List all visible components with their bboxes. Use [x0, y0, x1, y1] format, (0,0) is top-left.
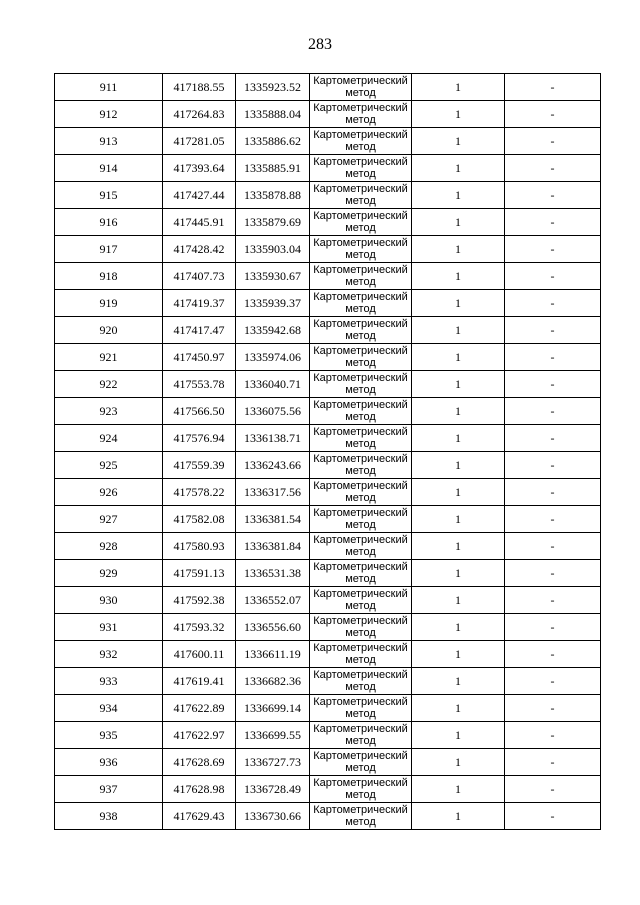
accuracy-cell: 1 [412, 101, 505, 128]
y-coordinate-cell: 1336243.66 [236, 452, 310, 479]
method-line-1: Картометрический [313, 588, 408, 600]
method-cell [310, 182, 412, 209]
description-cell: - [505, 776, 601, 803]
method-cell [310, 263, 412, 290]
table-row [55, 74, 601, 101]
method-cell [310, 371, 412, 398]
table-row [55, 452, 601, 479]
method-cell [310, 155, 412, 182]
method-line-1: Картометрический [313, 561, 408, 573]
method-line-1: Картометрический [313, 804, 408, 816]
description-cell: - [505, 641, 601, 668]
table-row [55, 290, 601, 317]
accuracy-cell: 1 [412, 668, 505, 695]
x-coordinate-cell: 417188.55 [163, 74, 236, 101]
point-number-cell: 932 [55, 641, 163, 668]
point-number-cell: 916 [55, 209, 163, 236]
point-number-cell: 936 [55, 749, 163, 776]
table-row [55, 128, 601, 155]
coordinates-table [54, 73, 601, 830]
table-row [55, 506, 601, 533]
accuracy-cell: 1 [412, 371, 505, 398]
table-body [55, 74, 601, 830]
description-cell: - [505, 236, 601, 263]
accuracy-cell: 1 [412, 776, 505, 803]
x-coordinate-cell: 417600.11 [163, 641, 236, 668]
method-cell [310, 749, 412, 776]
x-coordinate-cell: 417578.22 [163, 479, 236, 506]
table-row [55, 182, 601, 209]
description-cell: - [505, 560, 601, 587]
table-row [55, 749, 601, 776]
accuracy-cell: 1 [412, 695, 505, 722]
method-line-2: метод [345, 384, 376, 396]
point-number-cell: 925 [55, 452, 163, 479]
method-line-2: метод [345, 141, 376, 153]
accuracy-cell: 1 [412, 803, 505, 830]
accuracy-cell: 1 [412, 425, 505, 452]
method-line-1: Картометрический [313, 426, 408, 438]
method-cell [310, 560, 412, 587]
point-number-cell: 922 [55, 371, 163, 398]
method-cell [310, 398, 412, 425]
description-cell: - [505, 182, 601, 209]
y-coordinate-cell: 1336699.55 [236, 722, 310, 749]
table-row [55, 695, 601, 722]
x-coordinate-cell: 417450.97 [163, 344, 236, 371]
method-line-2: метод [345, 735, 376, 747]
method-line-2: метод [345, 465, 376, 477]
method-line-1: Картометрический [313, 750, 408, 762]
table-row [55, 641, 601, 668]
method-cell [310, 344, 412, 371]
method-line-1: Картометрический [313, 129, 408, 141]
method-line-1: Картометрический [313, 696, 408, 708]
method-line-2: метод [345, 789, 376, 801]
accuracy-cell: 1 [412, 290, 505, 317]
table-row [55, 155, 601, 182]
x-coordinate-cell: 417592.38 [163, 587, 236, 614]
method-cell [310, 668, 412, 695]
point-number-cell: 930 [55, 587, 163, 614]
method-cell [310, 695, 412, 722]
description-cell: - [505, 479, 601, 506]
table-row [55, 587, 601, 614]
y-coordinate-cell: 1335974.06 [236, 344, 310, 371]
description-cell: - [505, 74, 601, 101]
x-coordinate-cell: 417619.41 [163, 668, 236, 695]
method-cell [310, 290, 412, 317]
description-cell: - [505, 668, 601, 695]
point-number-cell: 934 [55, 695, 163, 722]
table-row [55, 236, 601, 263]
x-coordinate-cell: 417445.91 [163, 209, 236, 236]
y-coordinate-cell: 1336727.73 [236, 749, 310, 776]
description-cell: - [505, 290, 601, 317]
x-coordinate-cell: 417628.69 [163, 749, 236, 776]
y-coordinate-cell: 1335888.04 [236, 101, 310, 128]
x-coordinate-cell: 417393.64 [163, 155, 236, 182]
method-line-2: метод [345, 303, 376, 315]
x-coordinate-cell: 417593.32 [163, 614, 236, 641]
method-line-2: метод [345, 276, 376, 288]
method-line-2: метод [345, 492, 376, 504]
description-cell: - [505, 317, 601, 344]
method-line-2: метод [345, 681, 376, 693]
table-row [55, 263, 601, 290]
method-cell [310, 614, 412, 641]
method-line-1: Картометрический [313, 156, 408, 168]
accuracy-cell: 1 [412, 398, 505, 425]
method-cell [310, 803, 412, 830]
point-number-cell: 933 [55, 668, 163, 695]
method-line-2: метод [345, 546, 376, 558]
x-coordinate-cell: 417622.97 [163, 722, 236, 749]
table-row [55, 398, 601, 425]
accuracy-cell: 1 [412, 722, 505, 749]
point-number-cell: 937 [55, 776, 163, 803]
method-line-2: метод [345, 816, 376, 828]
table-row [55, 722, 601, 749]
point-number-cell: 938 [55, 803, 163, 830]
table-row [55, 101, 601, 128]
method-line-2: метод [345, 519, 376, 531]
point-number-cell: 924 [55, 425, 163, 452]
accuracy-cell: 1 [412, 614, 505, 641]
x-coordinate-cell: 417407.73 [163, 263, 236, 290]
y-coordinate-cell: 1336552.07 [236, 587, 310, 614]
table-row [55, 344, 601, 371]
x-coordinate-cell: 417281.05 [163, 128, 236, 155]
description-cell: - [505, 344, 601, 371]
method-line-2: метод [345, 168, 376, 180]
method-cell [310, 425, 412, 452]
table-row [55, 317, 601, 344]
y-coordinate-cell: 1336730.66 [236, 803, 310, 830]
method-line-1: Картометрический [313, 480, 408, 492]
method-cell [310, 776, 412, 803]
x-coordinate-cell: 417582.08 [163, 506, 236, 533]
method-line-2: метод [345, 222, 376, 234]
method-cell [310, 101, 412, 128]
y-coordinate-cell: 1336040.71 [236, 371, 310, 398]
point-number-cell: 929 [55, 560, 163, 587]
x-coordinate-cell: 417629.43 [163, 803, 236, 830]
point-number-cell: 919 [55, 290, 163, 317]
description-cell: - [505, 452, 601, 479]
x-coordinate-cell: 417576.94 [163, 425, 236, 452]
method-cell [310, 506, 412, 533]
y-coordinate-cell: 1336381.84 [236, 533, 310, 560]
point-number-cell: 912 [55, 101, 163, 128]
method-line-2: метод [345, 573, 376, 585]
y-coordinate-cell: 1335878.88 [236, 182, 310, 209]
y-coordinate-cell: 1335886.62 [236, 128, 310, 155]
accuracy-cell: 1 [412, 155, 505, 182]
method-line-2: метод [345, 411, 376, 423]
point-number-cell: 923 [55, 398, 163, 425]
description-cell: - [505, 749, 601, 776]
method-cell [310, 452, 412, 479]
description-cell: - [505, 803, 601, 830]
description-cell: - [505, 101, 601, 128]
y-coordinate-cell: 1335930.67 [236, 263, 310, 290]
point-number-cell: 915 [55, 182, 163, 209]
method-cell [310, 479, 412, 506]
y-coordinate-cell: 1336728.49 [236, 776, 310, 803]
method-line-2: метод [345, 708, 376, 720]
table-row [55, 614, 601, 641]
accuracy-cell: 1 [412, 452, 505, 479]
description-cell: - [505, 722, 601, 749]
method-line-1: Картометрический [313, 453, 408, 465]
x-coordinate-cell: 417591.13 [163, 560, 236, 587]
method-line-1: Картометрический [313, 210, 408, 222]
method-line-1: Картометрический [313, 291, 408, 303]
method-line-2: метод [345, 195, 376, 207]
point-number-cell: 913 [55, 128, 163, 155]
y-coordinate-cell: 1336381.54 [236, 506, 310, 533]
method-cell [310, 128, 412, 155]
description-cell: - [505, 371, 601, 398]
accuracy-cell: 1 [412, 533, 505, 560]
method-line-1: Картометрический [313, 264, 408, 276]
x-coordinate-cell: 417427.44 [163, 182, 236, 209]
method-line-1: Картометрический [313, 183, 408, 195]
accuracy-cell: 1 [412, 317, 505, 344]
method-line-2: метод [345, 627, 376, 639]
method-cell [310, 533, 412, 560]
description-cell: - [505, 128, 601, 155]
accuracy-cell: 1 [412, 749, 505, 776]
x-coordinate-cell: 417566.50 [163, 398, 236, 425]
x-coordinate-cell: 417628.98 [163, 776, 236, 803]
point-number-cell: 931 [55, 614, 163, 641]
description-cell: - [505, 398, 601, 425]
method-line-1: Картометрический [313, 318, 408, 330]
accuracy-cell: 1 [412, 128, 505, 155]
y-coordinate-cell: 1335942.68 [236, 317, 310, 344]
method-line-1: Картометрический [313, 237, 408, 249]
y-coordinate-cell: 1335939.37 [236, 290, 310, 317]
accuracy-cell: 1 [412, 182, 505, 209]
x-coordinate-cell: 417559.39 [163, 452, 236, 479]
method-line-2: метод [345, 87, 376, 99]
accuracy-cell: 1 [412, 74, 505, 101]
method-line-1: Картометрический [313, 372, 408, 384]
method-line-2: метод [345, 357, 376, 369]
x-coordinate-cell: 417419.37 [163, 290, 236, 317]
method-cell [310, 236, 412, 263]
x-coordinate-cell: 417264.83 [163, 101, 236, 128]
method-line-1: Картометрический [313, 399, 408, 411]
description-cell: - [505, 695, 601, 722]
y-coordinate-cell: 1336556.60 [236, 614, 310, 641]
method-line-1: Картометрический [313, 669, 408, 681]
table-row [55, 668, 601, 695]
x-coordinate-cell: 417428.42 [163, 236, 236, 263]
point-number-cell: 918 [55, 263, 163, 290]
method-line-2: метод [345, 114, 376, 126]
method-line-1: Картометрический [313, 75, 408, 87]
point-number-cell: 935 [55, 722, 163, 749]
table-row [55, 425, 601, 452]
description-cell: - [505, 614, 601, 641]
y-coordinate-cell: 1336682.36 [236, 668, 310, 695]
description-cell: - [505, 425, 601, 452]
method-line-2: метод [345, 600, 376, 612]
accuracy-cell: 1 [412, 263, 505, 290]
table-row [55, 209, 601, 236]
accuracy-cell: 1 [412, 479, 505, 506]
method-line-1: Картометрический [313, 102, 408, 114]
table-row [55, 479, 601, 506]
method-line-2: метод [345, 330, 376, 342]
method-cell [310, 317, 412, 344]
y-coordinate-cell: 1335923.52 [236, 74, 310, 101]
table-row [55, 803, 601, 830]
description-cell: - [505, 533, 601, 560]
method-cell [310, 641, 412, 668]
description-cell: - [505, 587, 601, 614]
method-line-1: Картометрический [313, 507, 408, 519]
point-number-cell: 921 [55, 344, 163, 371]
method-line-1: Картометрический [313, 345, 408, 357]
method-line-2: метод [345, 654, 376, 666]
point-number-cell: 927 [55, 506, 163, 533]
y-coordinate-cell: 1336138.71 [236, 425, 310, 452]
accuracy-cell: 1 [412, 209, 505, 236]
description-cell: - [505, 506, 601, 533]
y-coordinate-cell: 1335885.91 [236, 155, 310, 182]
x-coordinate-cell: 417553.78 [163, 371, 236, 398]
description-cell: - [505, 209, 601, 236]
x-coordinate-cell: 417580.93 [163, 533, 236, 560]
method-line-1: Картометрический [313, 777, 408, 789]
description-cell: - [505, 155, 601, 182]
method-cell [310, 722, 412, 749]
point-number-cell: 926 [55, 479, 163, 506]
method-line-2: метод [345, 438, 376, 450]
y-coordinate-cell: 1336611.19 [236, 641, 310, 668]
method-line-1: Картометрический [313, 615, 408, 627]
y-coordinate-cell: 1336317.56 [236, 479, 310, 506]
method-cell [310, 74, 412, 101]
accuracy-cell: 1 [412, 587, 505, 614]
x-coordinate-cell: 417417.47 [163, 317, 236, 344]
method-line-1: Картометрический [313, 534, 408, 546]
accuracy-cell: 1 [412, 344, 505, 371]
method-line-1: Картометрический [313, 723, 408, 735]
table-row [55, 533, 601, 560]
point-number-cell: 917 [55, 236, 163, 263]
y-coordinate-cell: 1335903.04 [236, 236, 310, 263]
method-line-2: метод [345, 249, 376, 261]
method-cell [310, 209, 412, 236]
point-number-cell: 928 [55, 533, 163, 560]
description-cell: - [505, 263, 601, 290]
method-line-1: Картометрический [313, 642, 408, 654]
y-coordinate-cell: 1336075.56 [236, 398, 310, 425]
table-row [55, 371, 601, 398]
y-coordinate-cell: 1336699.14 [236, 695, 310, 722]
accuracy-cell: 1 [412, 641, 505, 668]
point-number-cell: 920 [55, 317, 163, 344]
y-coordinate-cell: 1335879.69 [236, 209, 310, 236]
point-number-cell: 911 [55, 74, 163, 101]
accuracy-cell: 1 [412, 560, 505, 587]
y-coordinate-cell: 1336531.38 [236, 560, 310, 587]
page-number: 283 [308, 36, 332, 53]
accuracy-cell: 1 [412, 506, 505, 533]
table-row [55, 776, 601, 803]
x-coordinate-cell: 417622.89 [163, 695, 236, 722]
method-cell [310, 587, 412, 614]
table-row [55, 560, 601, 587]
accuracy-cell: 1 [412, 236, 505, 263]
point-number-cell: 914 [55, 155, 163, 182]
method-line-2: метод [345, 762, 376, 774]
